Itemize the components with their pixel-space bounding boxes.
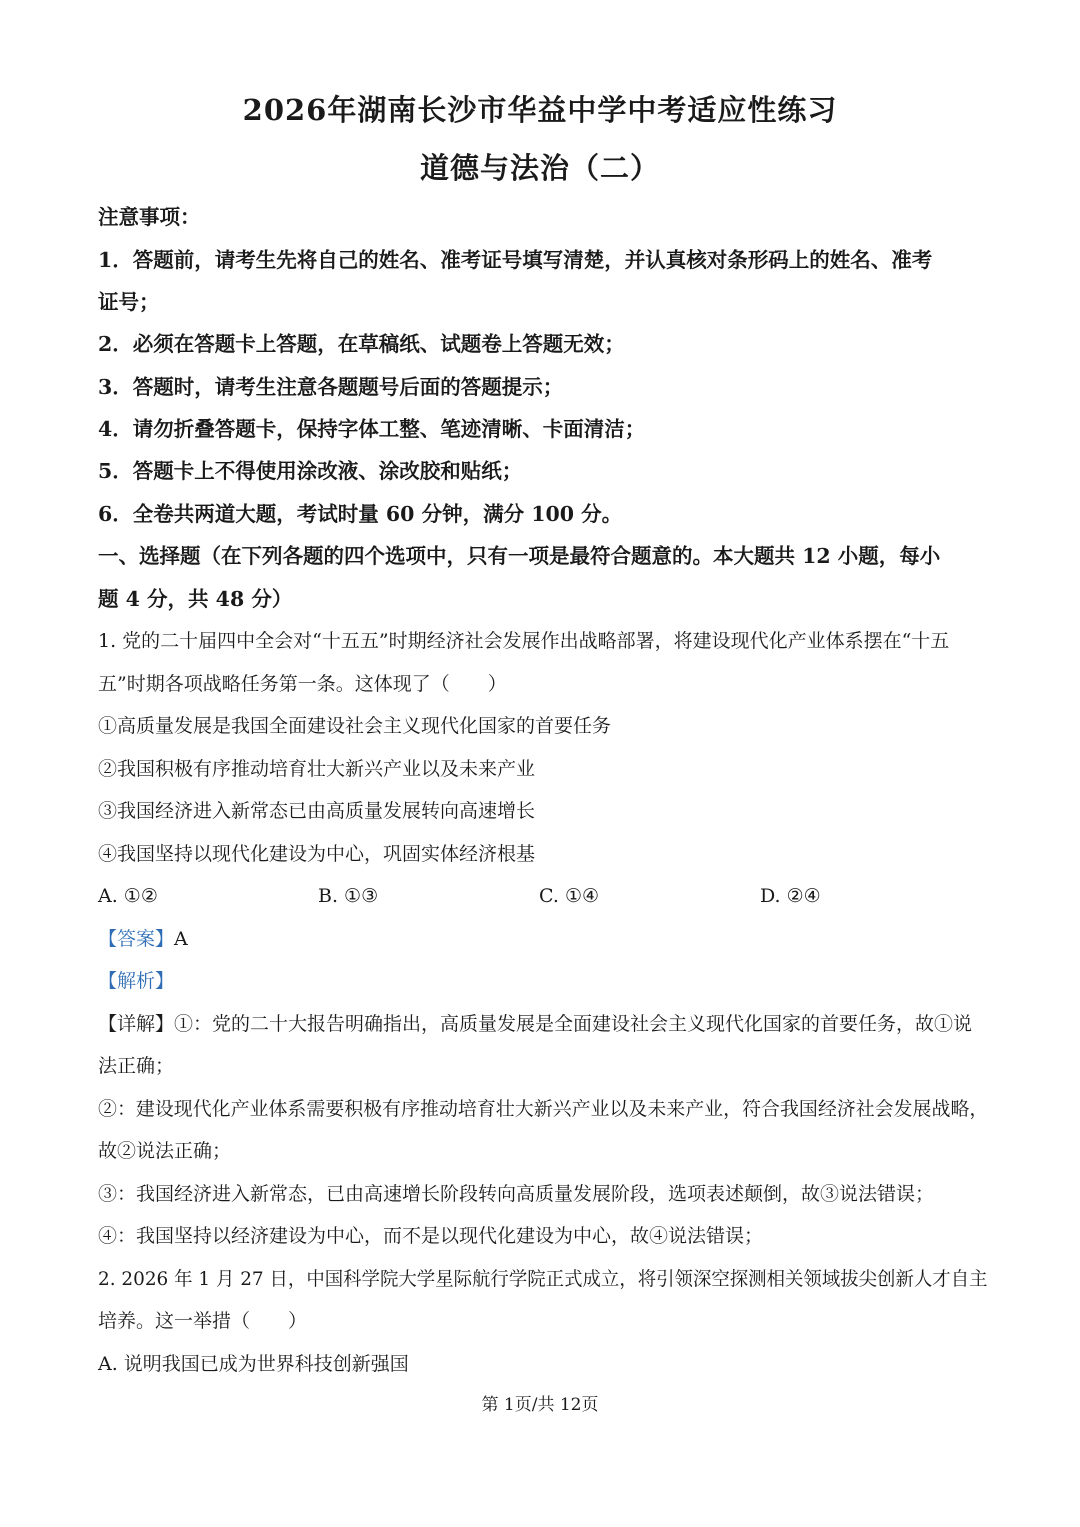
- q2-stem-cont: 培养。这一举措（ ）: [98, 1310, 308, 1332]
- notice-heading: 注意事项：: [98, 205, 201, 229]
- detail-tag: 【详解】: [98, 1013, 175, 1035]
- q1-answer-line: [98, 925, 988, 953]
- answer-tag: 【答案】: [98, 928, 175, 950]
- q2-stem: 2. 2026 年 1 月 27 日，中国科学院大学星际航行学院正式成立，将引领深空探测相关领域拔尖创新人才自主: [98, 1268, 988, 1290]
- q1-detail-line-5: ③：我国经济进入新常态，已由高速增长阶段转向高质量发展阶段，选项表述颠倒，故③说法错误；: [98, 1183, 935, 1205]
- q1-statement-1: ①高质量发展是我国全面建设社会主义现代化国家的首要任务: [98, 715, 612, 737]
- notice-item-6: 6．全卷共两道大题，考试时量 60 分钟，满分 100 分。: [98, 502, 623, 526]
- notice-item-3: 3．答题时，请考生注意各题题号后面的答题提示；: [98, 375, 564, 399]
- q1-stem-cont: 五”时期各项战略任务第一条。这体现了（ ）: [98, 673, 507, 695]
- q1-stem: 1. 党的二十届四中全会对“十五五”时期经济社会发展作出战略部署，将建设现代化产业体系摆在“十五: [98, 630, 950, 652]
- notice-item-2: 2．必须在答题卡上答题，在草稿纸、试题卷上答题无效；: [98, 332, 625, 356]
- analysis-tag: 【解析】: [98, 970, 175, 992]
- q1-detail-line-3: ②：建设现代化产业体系需要积极有序推动培育壮大新兴产业以及未来产业，符合我国经济社会发展战略，: [98, 1098, 989, 1120]
- q1-statement-4: ④我国坚持以现代化建设为中心，巩固实体经济根基: [98, 843, 536, 865]
- q1-detail-line-4: 故②说法正确；: [98, 1140, 232, 1162]
- q1-detail-line-1: [98, 1010, 988, 1038]
- q1-option-d: D. ②④: [760, 885, 821, 907]
- q1-statement-2: ②我国积极有序推动培育壮大新兴产业以及未来产业: [98, 758, 536, 780]
- notice-item-1: 1．答题前，请考生先将自己的姓名、准考证号填写清楚，并认真核对条形码上的姓名、准考: [98, 248, 933, 272]
- section-heading: 一、选择题（在下列各题的四个选项中，只有一项是最符合题意的。本大题共 12 小题，每小: [98, 544, 941, 568]
- q1-option-b: B. ①③: [318, 885, 379, 907]
- exam-title: 2026年湖南长沙市华益中学中考适应性练习: [242, 93, 838, 127]
- notice-item-1-cont: 证号；: [98, 290, 160, 314]
- q1-detail-line-6: ④：我国坚持以经济建设为中心，而不是以现代化建设为中心，故④说法错误；: [98, 1225, 764, 1247]
- answer-value: A: [174, 928, 188, 950]
- q1-statement-3: ③我国经济进入新常态已由高质量发展转向高速增长: [98, 800, 536, 822]
- page-footer: 第 1页/共 12页: [481, 1395, 599, 1415]
- q1-option-a: A. ①②: [98, 885, 158, 907]
- q2-option-a: A. 说明我国已成为世界科技创新强国: [98, 1353, 409, 1375]
- q1-analysis-line: [98, 967, 988, 995]
- notice-item-5: 5．答题卡上不得使用涂改液、涂改胶和贴纸；: [98, 459, 523, 483]
- detail-text: ①：党的二十大报告明确指出，高质量发展是全面建设社会主义现代化国家的首要任务，故①说: [174, 1013, 973, 1035]
- q1-detail-line-2: 法正确；: [98, 1055, 175, 1077]
- exam-subtitle: 道德与法治（二）: [419, 151, 660, 185]
- notice-item-4: 4．请勿折叠答题卡，保持字体工整、笔迹清晰、卡面清洁；: [98, 417, 646, 441]
- q1-option-c: C. ①④: [539, 885, 600, 907]
- section-heading-cont: 题 4 分，共 48 分）: [98, 587, 293, 611]
